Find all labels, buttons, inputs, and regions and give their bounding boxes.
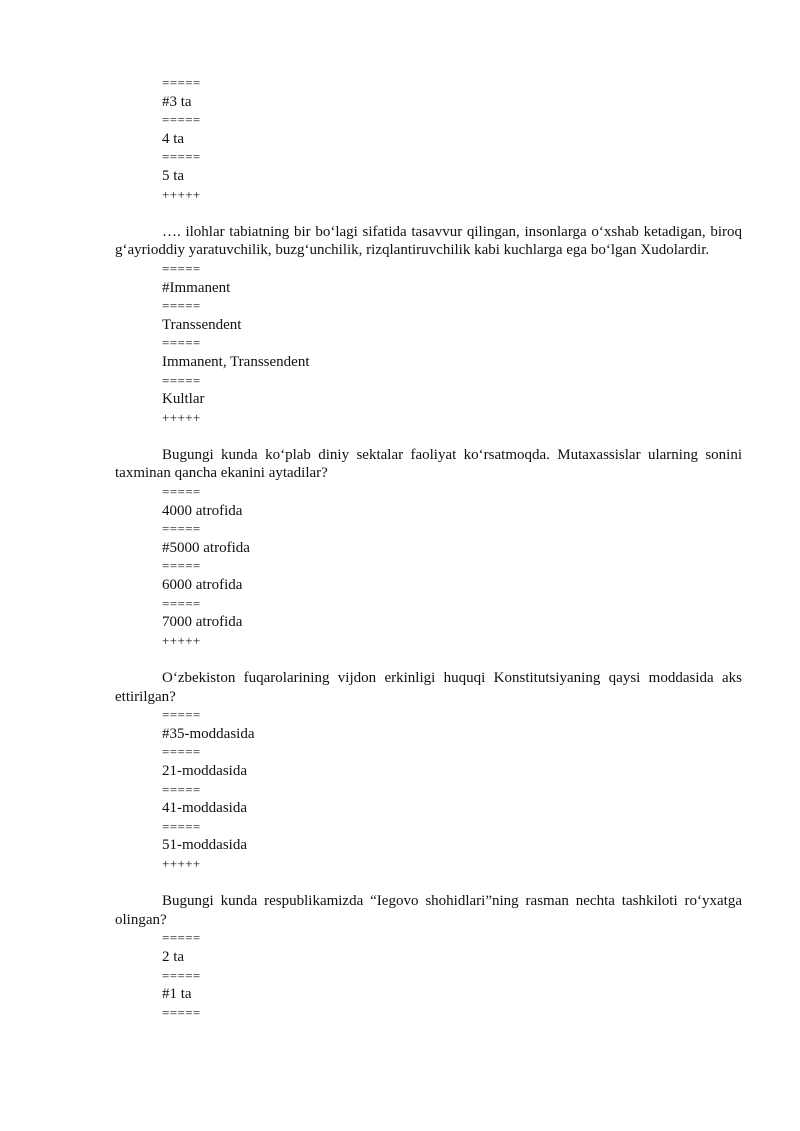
option-separator: ===== bbox=[162, 335, 201, 351]
option-separator: ===== bbox=[162, 484, 201, 500]
option-separator: ===== bbox=[162, 260, 201, 276]
option-separator: ===== bbox=[162, 781, 201, 797]
answer-option: 4000 atrofida bbox=[162, 502, 243, 519]
answer-option: 4 ta bbox=[162, 130, 185, 147]
answer-option: #5000 atrofida bbox=[162, 539, 250, 556]
answer-option: 51-moddasida bbox=[162, 837, 247, 854]
question-end-marker: +++++ bbox=[162, 409, 201, 425]
question-block bbox=[115, 892, 742, 1022]
option-separator: ===== bbox=[162, 372, 201, 388]
answer-option: #Immanent bbox=[162, 279, 231, 296]
question-text: …. ilohlar tabiatning bir bo‘lagi sifatida tasavvur qilingan, insonlarga o‘xshab ketadigan, biroq g‘ayrioddiy yaratuvchilik, buzg‘unchilik, rizqlantiruvchilik kabi kuchlarga ega bo‘lgan Xudolardir. bbox=[115, 223, 742, 259]
option-separator: ===== bbox=[162, 930, 201, 946]
answer-option: #3 ta bbox=[162, 93, 192, 110]
question-block bbox=[115, 669, 742, 874]
question-end-marker: +++++ bbox=[162, 632, 201, 648]
question-block bbox=[115, 223, 742, 428]
answer-option: 2 ta bbox=[162, 948, 185, 965]
question-text: Bugungi kunda ko‘plab diniy sektalar faoliyat ko‘rsatmoqda. Mutaxassislar ularning sonini taxminan qancha ekanini aytadilar? bbox=[115, 446, 742, 482]
answer-option: 41-moddasida bbox=[162, 800, 247, 817]
answer-option: 7000 atrofida bbox=[162, 614, 243, 631]
option-separator: ===== bbox=[162, 744, 201, 760]
document-content bbox=[115, 74, 742, 1022]
answer-option: Immanent, Transsendent bbox=[162, 353, 310, 370]
option-separator: ===== bbox=[162, 521, 201, 537]
option-separator: ===== bbox=[162, 75, 201, 90]
answer-option: 6000 atrofida bbox=[162, 577, 243, 594]
option-separator: ===== bbox=[162, 112, 201, 128]
question-block bbox=[115, 74, 742, 204]
answer-option: Transsendent bbox=[162, 316, 242, 333]
question-end-marker: +++++ bbox=[162, 855, 201, 871]
answer-option: 21-moddasida bbox=[162, 762, 247, 779]
answer-option: #35-moddasida bbox=[162, 725, 255, 742]
answer-option: 5 ta bbox=[162, 167, 185, 184]
option-separator: ===== bbox=[162, 967, 201, 983]
option-separator: ===== bbox=[162, 149, 201, 165]
option-separator: ===== bbox=[162, 595, 201, 611]
answer-option: #1 ta bbox=[162, 986, 192, 1003]
answer-option: Kultlar bbox=[162, 391, 205, 408]
question-text: Bugungi kunda respublikamizda “Iegovo shohidlari”ning rasman nechta tashkiloti ro‘yxatga olingan? bbox=[115, 893, 742, 928]
option-separator: ===== bbox=[162, 298, 201, 314]
option-separator: ===== bbox=[162, 1004, 201, 1020]
option-separator: ===== bbox=[162, 707, 201, 723]
question-end-marker: +++++ bbox=[162, 186, 201, 202]
option-separator: ===== bbox=[162, 818, 201, 834]
question-text: O‘zbekiston fuqarolarining vijdon erkinligi huquqi Konstitutsiyaning qaysi moddasida aks ettirilgan? bbox=[115, 670, 742, 705]
question-block bbox=[115, 446, 742, 651]
option-separator: ===== bbox=[162, 558, 201, 574]
